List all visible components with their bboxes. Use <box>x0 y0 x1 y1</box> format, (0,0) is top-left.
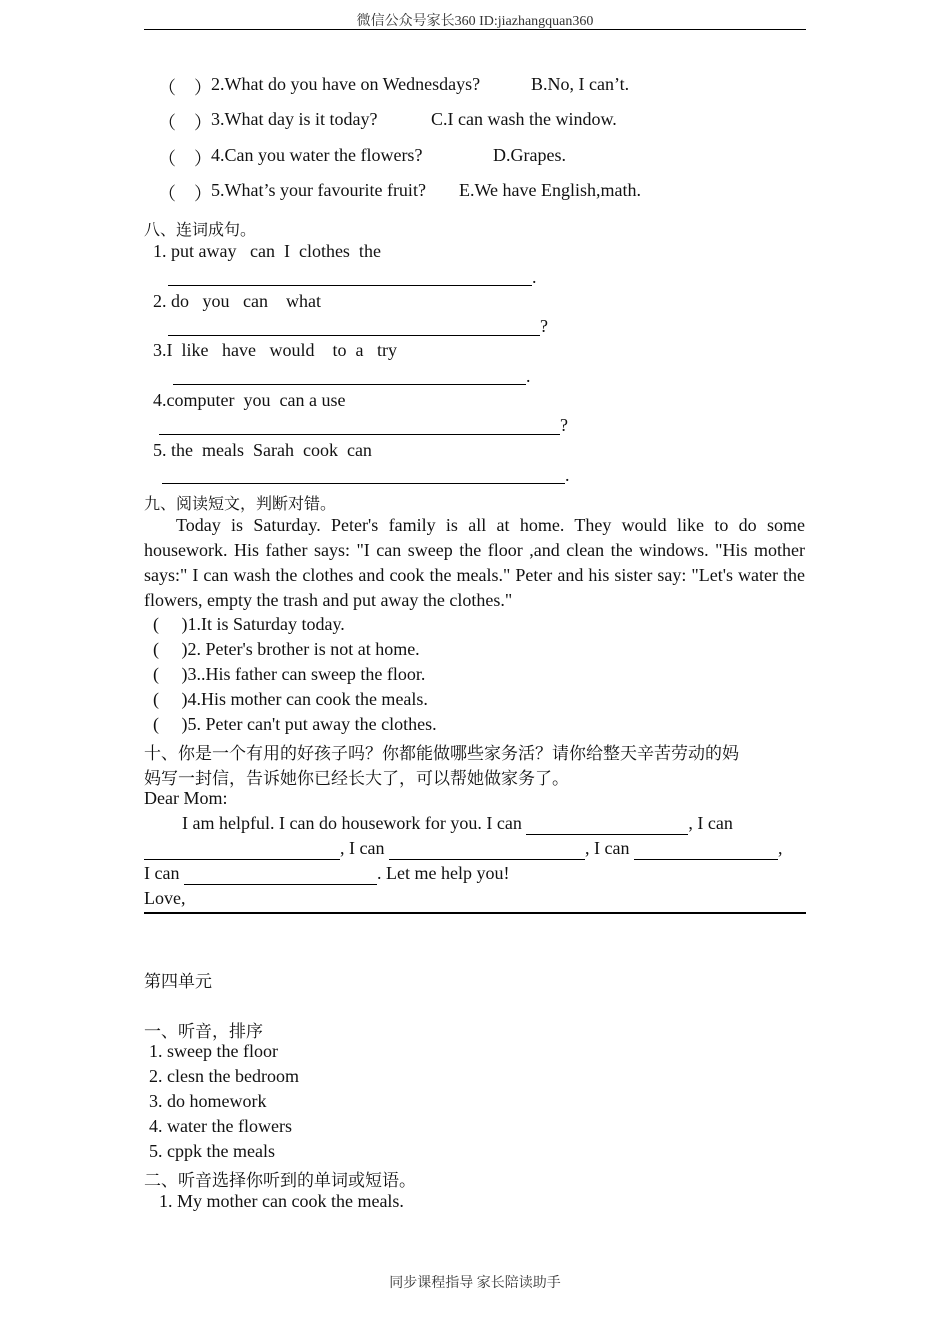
signature-line[interactable] <box>144 912 806 914</box>
letter-line-1 <box>182 813 733 835</box>
letter-text: , I can <box>584 838 634 858</box>
sentence-words: 5. the meals Sarah cook can <box>153 440 372 460</box>
match-answer: E.We have English,math. <box>459 180 642 200</box>
letter-greeting: Dear Mom: <box>144 788 228 808</box>
letter-blank[interactable] <box>144 838 340 860</box>
unit4-part1-title: 一、听音，排序 <box>144 1022 263 1042</box>
listen-item: 5. cppk the meals <box>149 1141 275 1161</box>
letter-closing: Love, <box>144 888 186 908</box>
section10-title-cont: 妈写一封信，告诉她你已经长大了，可以帮她做家务了。 <box>144 769 569 789</box>
section10-title: 十、你是一个有用的好孩子吗？你都能做哪些家务活？请你给整天辛苦劳动的妈 <box>144 744 739 764</box>
sentence-end: . <box>565 465 570 485</box>
listen-choice-item: 1. My mother can cook the meals. <box>159 1191 404 1211</box>
listen-item: 4. water the flowers <box>149 1116 292 1136</box>
judge-item: ( )2. Peter's brother is not at home. <box>153 639 420 659</box>
match-answer: D.Grapes. <box>493 145 566 165</box>
page-header: 微信公众号家长360 ID:jiazhangquan360 <box>356 14 594 29</box>
section9-title: 九、阅读短文，判断对错。 <box>144 494 337 513</box>
letter-line-3 <box>144 863 509 885</box>
letter-text: . Let me help you! <box>376 863 510 883</box>
letter-blank[interactable] <box>184 863 377 885</box>
answer-line[interactable] <box>168 335 540 336</box>
answer-line[interactable] <box>173 384 526 385</box>
listen-item: 1. sweep the floor <box>149 1041 278 1061</box>
judge-item: ( )3..His father can sweep the floor. <box>153 664 426 684</box>
reading-passage: Today is Saturday. Peter's family is all at home. They would like to do some housework. His father says: "I can sweep the floor ,and clean the windows. "His mother says:" I can wash the clothes and cook the meals." Peter and his sister say: "Let's water the flowers, empty the trash and put away the clothes." <box>144 515 805 610</box>
page-footer: 同步课程指导 家长陪读助手 <box>389 1276 561 1291</box>
letter-blank[interactable] <box>526 813 688 835</box>
answer-line[interactable] <box>168 285 532 286</box>
listen-item: 2. clesn the bedroom <box>149 1066 299 1086</box>
sentence-words: 1. put away can I clothes the <box>153 241 381 261</box>
match-question: 2.What do you have on Wednesdays? <box>211 74 481 94</box>
sentence-end: ? <box>540 316 548 336</box>
letter-text: , <box>777 838 783 858</box>
answer-paren[interactable]: （ ） <box>158 78 212 98</box>
answer-paren[interactable]: （ ） <box>158 113 212 133</box>
match-answer: C.I can wash the window. <box>431 109 617 129</box>
sentence-end: ? <box>560 415 568 435</box>
answer-paren[interactable]: （ ） <box>158 184 212 204</box>
answer-line[interactable] <box>162 483 565 484</box>
match-question: 5.What’s your favourite fruit? <box>211 180 426 200</box>
header-rule <box>144 29 806 30</box>
match-question: 3.What day is it today? <box>211 109 378 129</box>
judge-item: ( )5. Peter can't put away the clothes. <box>153 714 437 734</box>
judge-item: ( )1.It is Saturday today. <box>153 614 345 634</box>
sentence-words: 2. do you can what <box>153 291 321 311</box>
letter-text: I am helpful. I can do housework for you. I can <box>182 813 527 833</box>
letter-text: , I can <box>688 813 733 833</box>
letter-text: , I can <box>340 838 389 858</box>
answer-paren[interactable]: （ ） <box>158 149 212 169</box>
match-answer: B.No, I can’t. <box>531 74 630 94</box>
sentence-words: 3.I like have would to a try <box>153 340 397 360</box>
section8-title: 八、连词成句。 <box>144 220 257 239</box>
letter-blank[interactable] <box>634 838 778 860</box>
listen-item: 3. do homework <box>149 1091 267 1111</box>
judge-item: ( )4.His mother can cook the meals. <box>153 689 428 709</box>
letter-blank[interactable] <box>389 838 585 860</box>
match-question: 4.Can you water the flowers? <box>211 145 423 165</box>
unit4-part2-title: 二、听音选择你听到的单词或短语。 <box>144 1171 416 1191</box>
sentence-words: 4.computer you can a use <box>153 390 346 410</box>
sentence-end: . <box>532 267 537 287</box>
letter-line-2 <box>144 838 782 860</box>
answer-line[interactable] <box>159 434 560 435</box>
sentence-end: . <box>526 366 531 386</box>
unit-title: 第四单元 <box>144 972 212 992</box>
letter-text: I can <box>144 863 184 883</box>
